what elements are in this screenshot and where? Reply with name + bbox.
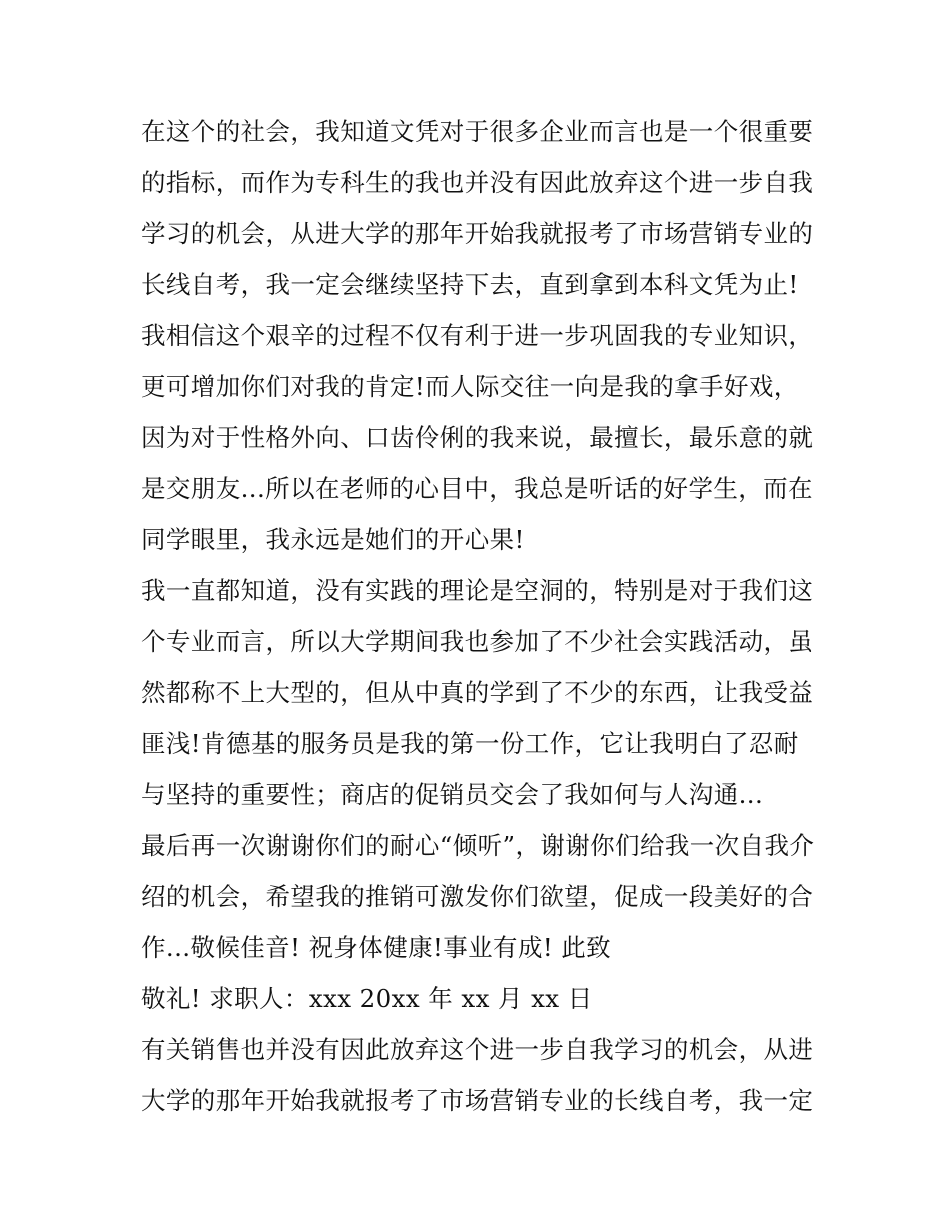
text-line-8: 是交朋友...所以在老师的心目中，我总是听话的好学生，而在	[141, 474, 813, 503]
text-line-16: 绍的机会，希望我的推销可激发你们欲望，促成一段美好的合	[141, 882, 814, 911]
text-line-12: 然都称不上大型的，但从中真的学到了不少的东西，让我受益	[141, 678, 814, 707]
text-line-4: 长线自考，我一定会继续坚持下去，直到拿到本科文凭为止!	[141, 270, 799, 299]
text-line-7: 因为对于性格外向、口齿伶俐的我来说，最擅长，最乐意的就	[141, 423, 814, 452]
text-line-2: 的指标，而作为专科生的我也并没有因此放弃这个进一步自我	[141, 168, 814, 197]
text-line-18: 敬礼! 求职人：xxx 20xx 年 xx 月 xx 日	[141, 984, 593, 1013]
text-line-15: 最后再一次谢谢你们的耐心“倾听”，谢谢你们给我一次自我介	[141, 831, 815, 860]
document-body	[141, 106, 821, 1126]
text-line-6: 更可增加你们对我的肯定!而人际交往一向是我的拿手好戏，	[141, 372, 799, 401]
text-line-14: 与坚持的重要性；商店的促销员交会了我如何与人沟通...	[141, 780, 764, 809]
text-line-9: 同学眼里，我永远是她们的开心果!	[141, 525, 525, 554]
text-line-19: 有关销售也并没有因此放弃这个进一步自我学习的机会，从进	[141, 1035, 814, 1064]
text-line-3: 学习的机会，从进大学的那年开始我就报考了市场营销专业的	[141, 219, 814, 248]
text-line-1: 在这个的社会，我知道文凭对于很多企业而言也是一个很重要	[141, 117, 814, 146]
text-line-10: 我一直都知道，没有实践的理论是空洞的，特别是对于我们这	[141, 576, 814, 605]
text-line-5: 我相信这个艰辛的过程不仅有利于进一步巩固我的专业知识，	[141, 321, 814, 350]
text-line-20: 大学的那年开始我就报考了市场营销专业的长线自考，我一定	[141, 1086, 814, 1115]
text-line-13: 匪浅!肯德基的服务员是我的第一份工作，它让我明白了忍耐	[141, 729, 799, 758]
text-line-17: 作...敬候佳音! 祝身体健康!事业有成! 此致	[141, 933, 612, 962]
text-line-11: 个专业而言，所以大学期间我也参加了不少社会实践活动，虽	[141, 627, 814, 656]
